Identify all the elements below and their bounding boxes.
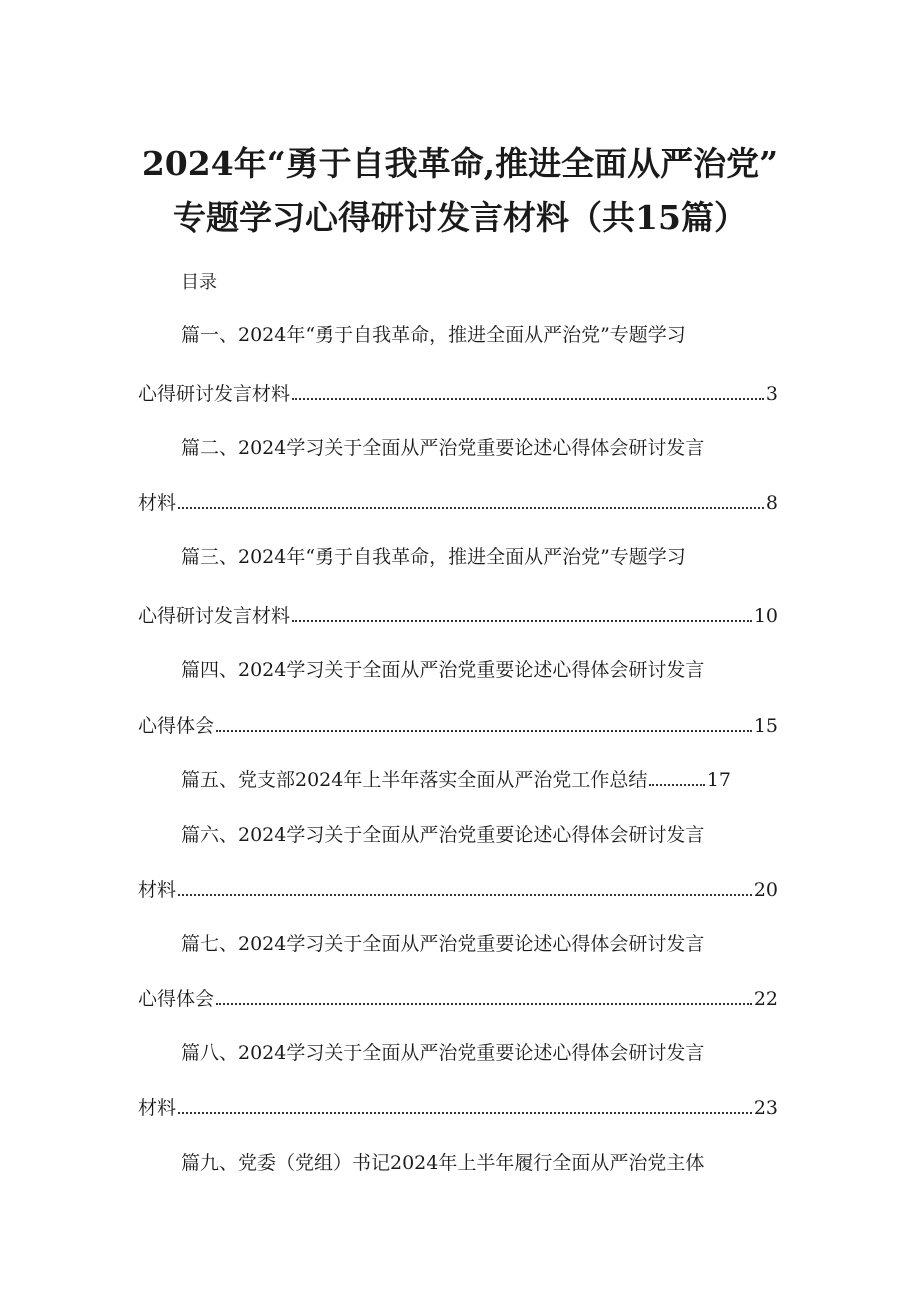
toc-entry-4-line-2[interactable]: [138, 712, 778, 740]
toc-leader-dots: [216, 1003, 752, 1005]
toc-entry-5-text: 篇五、党支部2024年上半年落实全面从严治党工作总结: [181, 769, 648, 791]
toc-leader-dots: [178, 894, 752, 896]
document-title-line-2: 专题学习心得研讨发言材料（共15篇）: [173, 198, 747, 237]
toc-leader-dots: [292, 620, 752, 622]
toc-entry-3-page-number: 10: [753, 605, 778, 627]
toc-entry-8-continuation: 材料: [138, 1097, 177, 1119]
toc-entry-1-line-1[interactable]: 篇一、2024年“勇于自我革命，推进全面从严治党”专题学习: [181, 324, 686, 346]
toc-entry-4-line-1[interactable]: 篇四、2024学习关于全面从严治党重要论述心得体会研讨发言: [181, 659, 705, 681]
toc-entry-1-line-2[interactable]: [138, 380, 778, 408]
toc-entry-8-page-number: 23: [753, 1097, 778, 1119]
toc-entry-7-line-1[interactable]: 篇七、2024学习关于全面从严治党重要论述心得体会研讨发言: [181, 933, 705, 955]
toc-leader-dots: [649, 784, 704, 786]
toc-entry-7-continuation: 心得体会: [138, 988, 215, 1010]
toc-entry-3-line-2[interactable]: [138, 602, 778, 630]
toc-entry-3-continuation: 心得研讨发言材料: [138, 605, 291, 627]
toc-entry-6-line-1[interactable]: 篇六、2024学习关于全面从严治党重要论述心得体会研讨发言: [181, 824, 705, 846]
toc-entry-4-page-number: 15: [753, 715, 778, 737]
toc-leader-dots: [178, 507, 764, 509]
toc-entry-6-page-number: 20: [753, 879, 778, 901]
toc-leader-dots: [216, 730, 752, 732]
toc-leader-dots: [178, 1112, 752, 1114]
toc-entry-1-page-number: 3: [765, 383, 778, 405]
toc-entry-4-continuation: 心得体会: [138, 715, 215, 737]
toc-entry-2-page-number: 8: [765, 492, 778, 514]
document-title-line-1: 2024年“勇于自我革命,推进全面从严治党”: [141, 144, 779, 183]
toc-entry-3-line-1[interactable]: 篇三、2024年“勇于自我革命，推进全面从严治党”专题学习: [181, 546, 686, 568]
toc-entry-9-line-1[interactable]: 篇九、党委（党组）书记2024年上半年履行全面从严治党主体: [181, 1152, 705, 1174]
toc-entry-5-page-number: 17: [706, 769, 731, 791]
toc-entry-5[interactable]: [181, 766, 731, 794]
toc-label: 目录: [181, 272, 217, 293]
toc-entry-2-line-2[interactable]: [138, 489, 778, 517]
toc-entry-7-page-number: 22: [753, 988, 778, 1010]
toc-entry-6-continuation: 材料: [138, 879, 177, 901]
toc-leader-dots: [292, 398, 764, 400]
toc-entry-8-line-2[interactable]: [138, 1094, 778, 1122]
toc-entry-2-continuation: 材料: [138, 492, 177, 514]
toc-entry-1-continuation: 心得研讨发言材料: [138, 383, 291, 405]
toc-entry-8-line-1[interactable]: 篇八、2024学习关于全面从严治党重要论述心得体会研讨发言: [181, 1042, 705, 1064]
toc-entry-2-line-1[interactable]: 篇二、2024学习关于全面从严治党重要论述心得体会研讨发言: [181, 437, 705, 459]
toc-entry-6-line-2[interactable]: [138, 876, 778, 904]
toc-entry-7-line-2[interactable]: [138, 985, 778, 1013]
